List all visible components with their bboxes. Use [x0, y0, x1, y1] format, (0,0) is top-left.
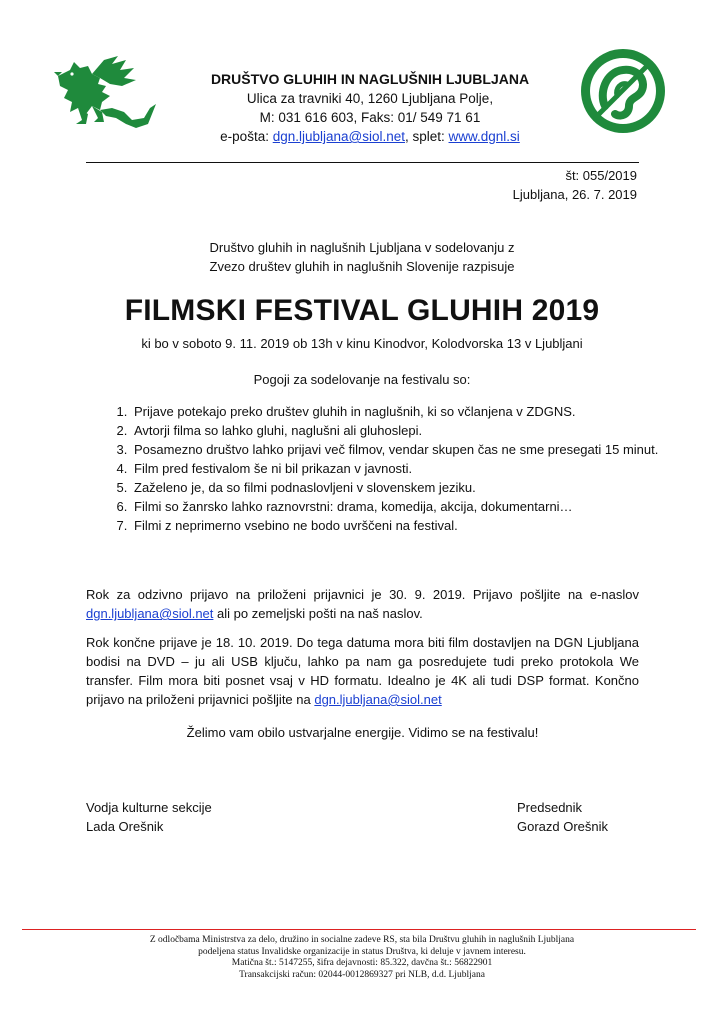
hearing-emblem-icon	[577, 46, 669, 136]
condition-item: 7. Filmi z neprimerno vsebino ne bodo uvrščeni na festival.	[131, 516, 663, 535]
footer-line-3: Matična št.: 5147255, šifra dejavnosti: 85.322, davčna št.: 56822901	[231, 958, 493, 968]
paragraph2-email-link[interactable]: dgn.ljubljana@siol.net	[314, 692, 442, 707]
web-label: , splet:	[405, 129, 449, 144]
condition-item: 2. Avtorji filma so lahko gluhi, naglušni ali gluhoslepi.	[131, 421, 663, 440]
condition-item: 3. Posamezno društvo lahko prijavi več filmov, vendar skupen čas ne sme presegati 15 minut.	[131, 440, 663, 459]
condition-item: 4. Film pred festivalom še ni bil prikazan v javnosti.	[131, 459, 663, 478]
header-website-link[interactable]: www.dgnl.si	[448, 129, 520, 144]
conditions-list	[107, 402, 663, 535]
left-signatory-role: Vodja kulturne sekcije	[86, 800, 212, 815]
organization-contacts	[170, 127, 570, 146]
place-date: Ljubljana, 26. 7. 2019	[512, 187, 637, 202]
right-signatory-role: Predsednik	[517, 800, 583, 815]
festival-title: FILMSKI FESTIVAL GLUHIH 2019	[124, 294, 600, 327]
letterhead	[170, 70, 570, 146]
conditions-heading: Pogoji za sodelovanje na festivalu so:	[253, 372, 471, 387]
organization-phone-fax: M: 031 616 603, Faks: 01/ 549 71 61	[259, 110, 481, 125]
signature-right	[517, 798, 608, 836]
reference-number: št: 055/2019	[565, 168, 637, 183]
header-divider	[86, 162, 639, 163]
condition-item: 1. Prijave potekajo preko društev gluhih in naglušnih, ki so včlanjena v ZDGNS.	[131, 402, 663, 421]
festival-subtitle: ki bo v soboto 9. 11. 2019 ob 13h v kinu Kinodvor, Kolodvorska 13 v Ljubljani	[141, 336, 583, 351]
closing-wish: Želimo vam obilo ustvarjalne energije. Vidimo se na festivalu!	[186, 725, 539, 740]
signature-left	[86, 798, 212, 836]
document-reference	[513, 166, 637, 204]
footer-divider	[22, 929, 696, 930]
application-deadline-paragraph	[86, 585, 639, 623]
header-email-link[interactable]: dgn.ljubljana@siol.net	[272, 129, 405, 144]
intro-line-1: Društvo gluhih in naglušnih Ljubljana v sodelovanju z	[209, 240, 515, 255]
paragraph1-text: Rok za odzivno prijavo na priloženi prijavnici je 30. 9. 2019. Prijavo pošljite na e-naslov	[86, 587, 639, 602]
final-deadline-paragraph	[86, 633, 639, 709]
footer-line-1: Z odločbama Ministrstva za delo, družino in socialne zadeve RS, sta bila Društvu gluhih in naglušnih Ljubljana	[149, 935, 575, 945]
organization-address: Ulica za travniki 40, 1260 Ljubljana Polje,	[246, 91, 494, 106]
footer	[60, 935, 664, 981]
intro-text	[100, 238, 624, 276]
left-signatory-name: Lada Orešnik	[86, 819, 164, 834]
dragon-logo-icon	[52, 50, 162, 132]
condition-item: 5. Zaželeno je, da so filmi podnaslovljeni v slovenskem jeziku.	[131, 478, 663, 497]
footer-line-2: podeljena status Invalidske organizacije in status Društva, ki deluje v javnem interesu.	[198, 946, 526, 957]
intro-line-2: Zvezo društev gluhih in naglušnih Slovenije razpisuje	[209, 259, 515, 274]
condition-item: 6. Filmi so žanrsko lahko raznovrstni: drama, komedija, akcija, dokumentarni…	[131, 497, 663, 516]
paragraph2-text: Rok končne prijave je 18. 10. 2019. Do tega datuma mora biti film dostavljen na DGN Ljubljana bodisi na DVD – ju ali USB ključu, lahko pa nam ga posredujete tudi preko protokola We transfer. Film mora biti posnet vsaj v HD formatu. Idealno je 4K ali tudi DSP format. Končno prijavo na priloženi prijavnici pošljite na	[86, 635, 639, 707]
paragraph1-email-link[interactable]: dgn.ljubljana@siol.net	[86, 606, 214, 621]
organization-name: DRUŠTVO GLUHIH IN NAGLUŠNIH LJUBLJANA	[210, 71, 530, 87]
email-label: e-pošta:	[220, 129, 273, 144]
right-signatory-name: Gorazd Orešnik	[517, 819, 609, 834]
footer-line-4: Transakcijski račun: 02044-0012869327 pri NLB, d.d. Ljubljana	[239, 969, 485, 980]
paragraph1-text-after: ali po zemeljski pošti na naš naslov.	[213, 606, 423, 621]
